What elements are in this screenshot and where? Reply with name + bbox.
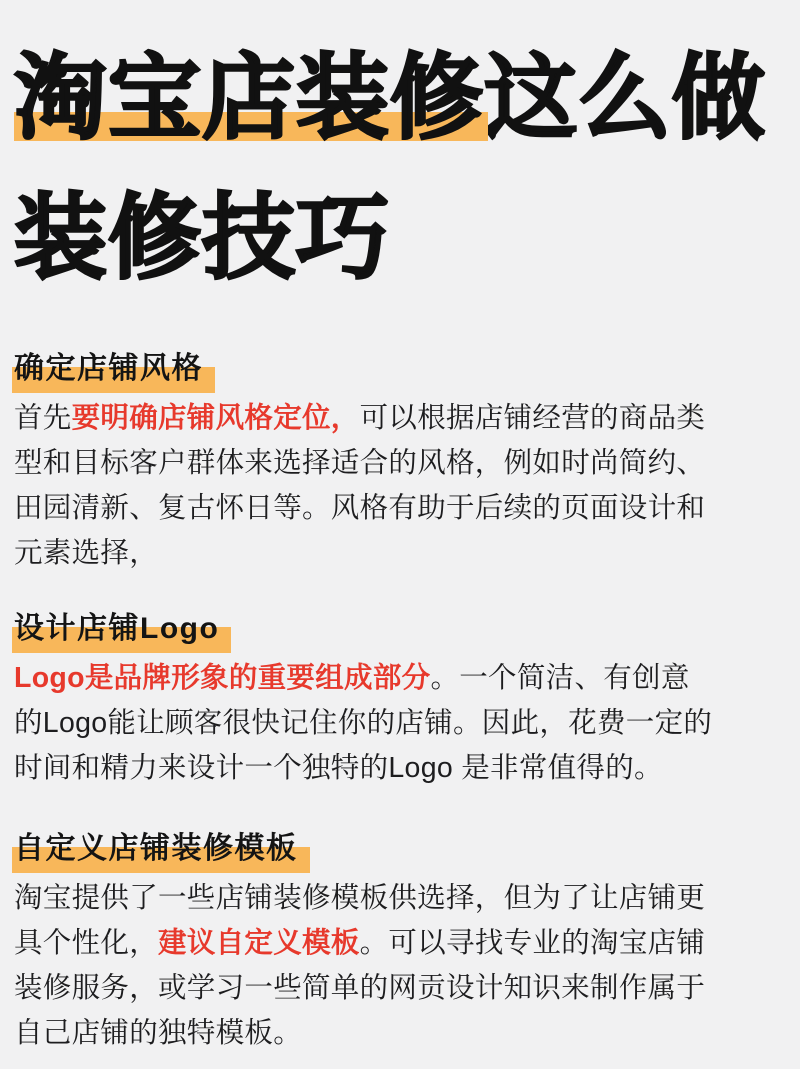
section-heading-text: 确定店铺风格 <box>14 350 203 388</box>
title-highlight-text: 淘宝店装修 <box>14 28 484 168</box>
body-text: 自己店铺的独特模板。 <box>14 1017 303 1049</box>
text-line <box>14 441 786 486</box>
section-heading <box>14 350 786 388</box>
body-text: 元素选择， <box>14 537 159 569</box>
section-paragraph <box>14 396 786 576</box>
section-define-style <box>14 350 786 576</box>
title-line1 <box>14 28 766 168</box>
body-text: 首先 <box>14 402 72 434</box>
section-heading <box>14 610 786 648</box>
red-emphasis-text: 建议自定义模板 <box>158 927 360 959</box>
body-text: 具个性化， <box>14 927 159 959</box>
text-line <box>14 486 786 531</box>
body-text: 。一个简洁、有创意 <box>430 662 690 694</box>
text-line <box>14 966 786 1011</box>
body-text: 可以根据店铺经营的商品类 <box>359 402 706 434</box>
body-text: 田园清新、复古怀日等。风格有助于后续的页面设计和 <box>14 492 706 524</box>
section-heading-text: 自定义店铺装修模板 <box>14 830 298 868</box>
text-line <box>14 1011 786 1056</box>
text-line <box>14 921 786 966</box>
text-line <box>14 746 786 791</box>
text-line <box>14 396 786 441</box>
section-paragraph <box>14 876 786 1056</box>
section-paragraph <box>14 656 786 791</box>
section-heading <box>14 830 786 868</box>
red-emphasis-text: 要明确店铺风格定位， <box>71 402 360 434</box>
body-text: 的Logo能让顾客很快记住你的店铺。因此，花费一定的 <box>14 707 713 739</box>
body-text: 型和目标客户群体来选择适合的风格，例如时尚简约、 <box>14 447 706 479</box>
text-line <box>14 531 786 576</box>
red-emphasis-text: Logo是品牌形象的重要组成部分 <box>14 662 431 694</box>
poster-title <box>14 28 766 308</box>
text-line <box>14 876 786 921</box>
text-line <box>14 656 786 701</box>
body-text: 。可以寻找专业的淘宝店铺 <box>359 927 706 959</box>
body-text: 淘宝提供了一些店铺装修模板供选择，但为了让店铺更 <box>14 882 706 914</box>
body-text: 时间和精力来设计一个独特的Logo 是非常值得的。 <box>14 752 663 784</box>
section-heading-text: 设计店铺Logo <box>14 610 219 648</box>
title-text: 这么做 <box>484 44 766 152</box>
body-text: 装修服务，或学习一些简单的网贡设计知识来制作属于 <box>14 972 706 1004</box>
section-custom-template <box>14 830 786 1056</box>
text-line <box>14 701 786 746</box>
title-line2: 装修技巧 <box>14 184 390 292</box>
section-design-logo <box>14 610 786 791</box>
